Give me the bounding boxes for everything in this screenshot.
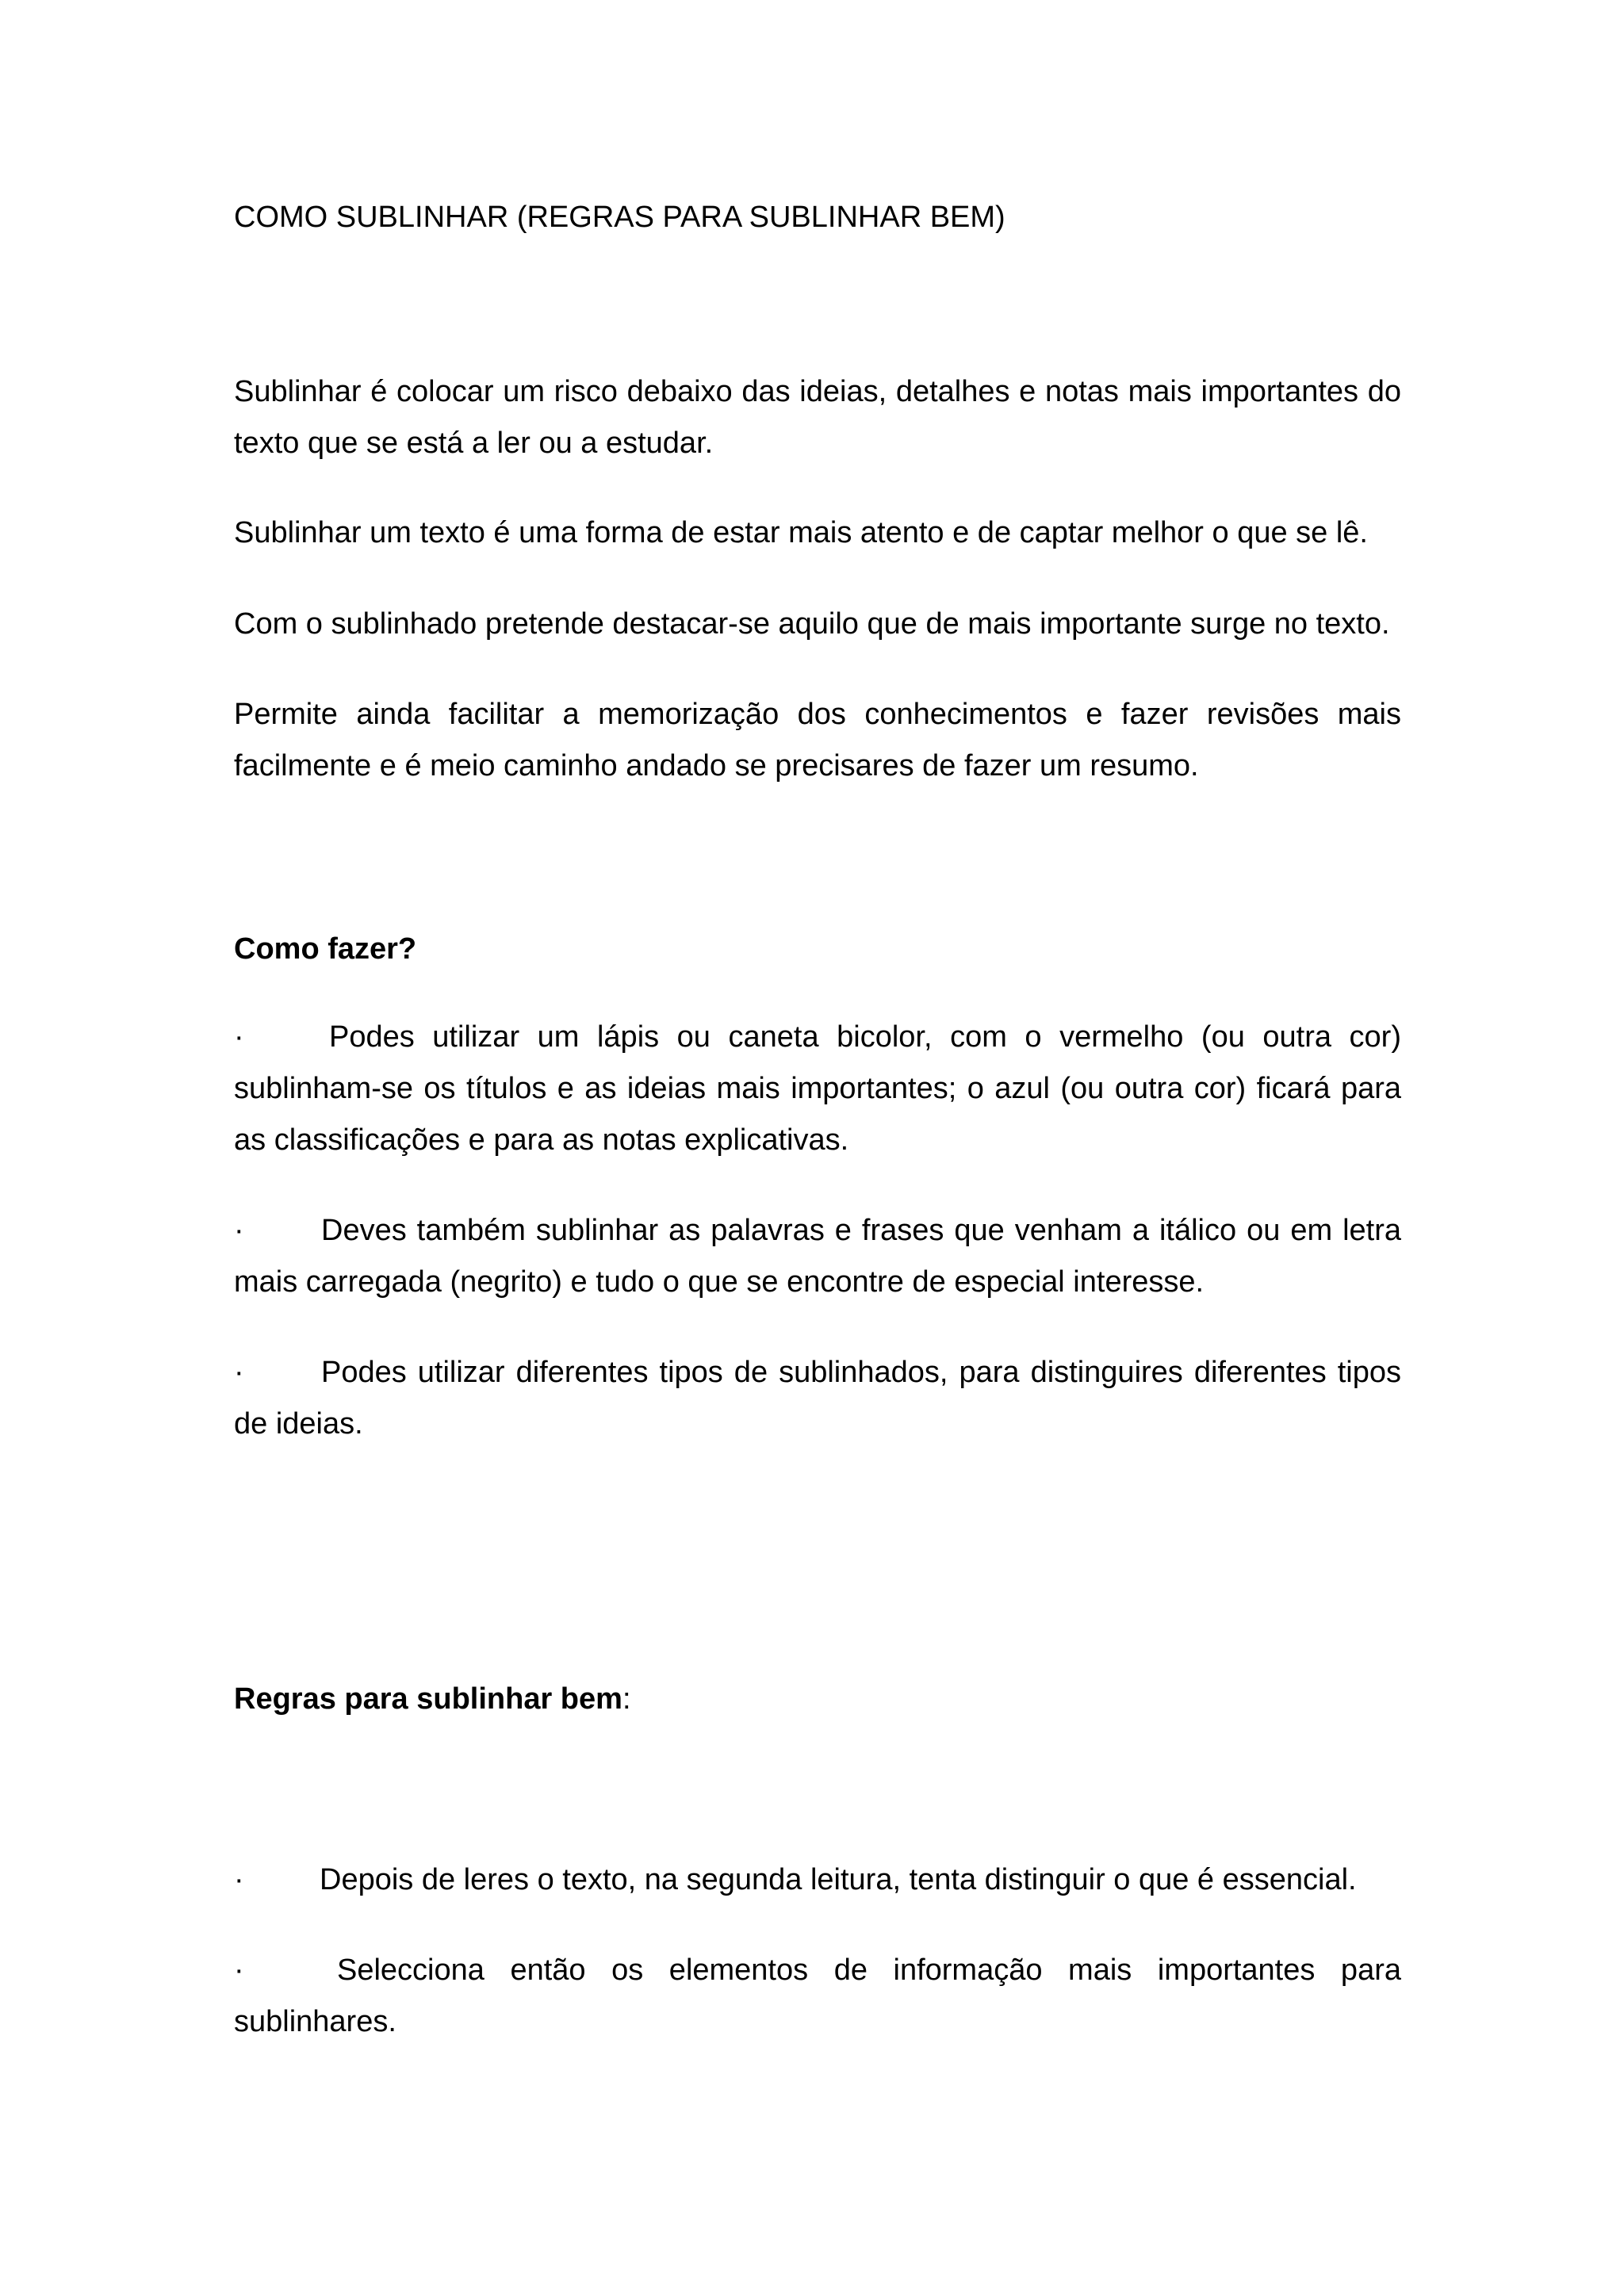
intro-paragraph-1: Sublinhar é colocar um risco debaixo das ideias, detalhes e notas mais importantes do texto que se está a ler ou a estudar. — [234, 375, 1401, 460]
list-item — [234, 1347, 1401, 1450]
list-item-text: Podes utilizar um lápis ou caneta bicolor, com o vermelho (ou outra cor) sublinham-se os títulos e as ideias mais importantes; o azul (ou outra cor) ficará para as classificações e para as notas explicativas. — [234, 1020, 1401, 1157]
intro-paragraph-3: Com o sublinhado pretende destacar-se aquilo que de mais importante surge no texto. — [234, 607, 1390, 641]
list-item — [234, 1854, 1401, 1906]
document-title: COMO SUBLINHAR (REGRAS PARA SUBLINHAR BEM) — [234, 201, 1005, 234]
list-item — [234, 1205, 1401, 1308]
list-item-text: Depois de leres o texto, na segunda leitura, tenta distinguir o que é essencial. — [320, 1863, 1357, 1896]
list-item-text: Selecciona então os elementos de informação mais importantes para sublinhares. — [234, 1954, 1401, 2038]
intro-paragraph-2: Sublinhar um texto é uma forma de estar mais atento e de captar melhor o que se lê. — [234, 516, 1368, 549]
bullet-mark: · — [234, 1356, 244, 1389]
bullet-mark: · — [234, 1020, 244, 1054]
intro-paragraph-4: Permite ainda facilitar a memorização dos conhecimentos e fazer revisões mais facilmente e é meio caminho andado se precisares de fazer um resumo. — [234, 698, 1401, 783]
bullet-mark: · — [234, 1214, 244, 1247]
bullet-mark: · — [234, 1954, 244, 1987]
list-item — [234, 1945, 1401, 2048]
list-item — [234, 1012, 1401, 1166]
section-heading-como-fazer: Como fazer? — [234, 932, 417, 966]
bullet-mark: · — [234, 1863, 244, 1896]
list-item-text: Deves também sublinhar as palavras e frases que venham a itálico ou em letra mais carregada (negrito) e tudo o que se encontre de especial interesse. — [234, 1214, 1401, 1299]
section-heading-regras — [234, 1674, 631, 1725]
section-heading-regras-suffix: : — [622, 1682, 631, 1716]
section-heading-regras-text: Regras para sublinhar bem — [234, 1682, 622, 1716]
list-item-text: Podes utilizar diferentes tipos de sublinhados, para distinguires diferentes tipos de ideias. — [234, 1356, 1401, 1441]
